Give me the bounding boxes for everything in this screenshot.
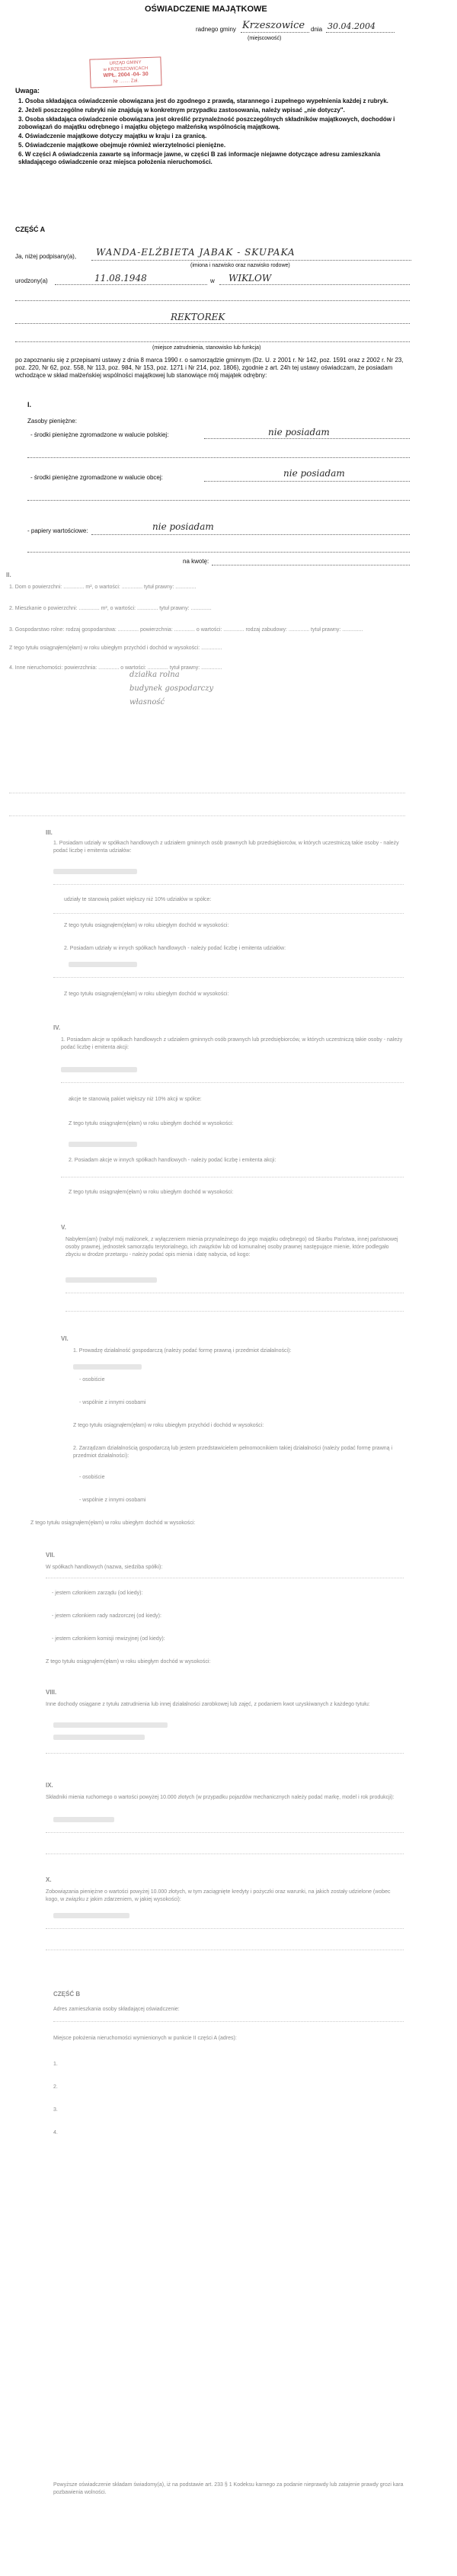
section-iv-text-3: Z tego tytułu osiągnąłem(ęłam) w roku ubiegłym dochód w wysokości: xyxy=(69,1121,234,1126)
section-iv-text-2: akcje te stanowią pakiet większy niż 10% akcji w spółce: xyxy=(69,1097,202,1102)
section-ix-text-1: Składniki mienia ruchomego o wartości powyżej 10.000 złotych (w przypadku pojazdów mechanicznych należy podać markę, model i rok produkcji): xyxy=(46,1795,395,1800)
uwaga-item-1: 1. Osoba składająca oświadczenie obowiązana jest do zgodnego z prawdą, starannego i zupełnego wypełnienia każdej z rubryk. xyxy=(18,98,388,104)
section-viii-line-1 xyxy=(46,1753,404,1754)
section-vi-text-6: - osobiście xyxy=(79,1475,105,1480)
uwaga-item-4: 4. Oświadczenie majątkowe dotyczy majątku w kraju i za granicą. xyxy=(18,133,207,139)
obca-handwritten: nie posiadam xyxy=(283,468,345,479)
kwota-label: na kwotę: xyxy=(183,558,209,565)
papiery-label: - papiery wartościowe: xyxy=(27,527,88,534)
stamp-line-1: URZĄD GMINY xyxy=(109,60,142,66)
position-line xyxy=(15,323,410,324)
section-vii-text-2: - jestem członkiem zarządu (od kiedy): xyxy=(52,1591,143,1596)
name-handwritten: WANDA-ELŻBIETA JABAK - SKUPAKA xyxy=(96,247,296,258)
pln-line-2 xyxy=(27,457,410,458)
section-v-num: V. xyxy=(61,1224,66,1231)
section-ii-hw-3: własność xyxy=(129,698,165,706)
section-ii-item-2: 2. Mieszkanie o powierzchni: .............. m², o wartości: .............. tytuł prawny: .............. xyxy=(9,606,212,611)
name-line xyxy=(91,260,411,261)
gmina-handwritten: Krzeszowice xyxy=(242,20,305,31)
uwaga-list xyxy=(18,98,399,166)
section-ix-smudge-1 xyxy=(53,1817,114,1822)
section-iv-num: IV. xyxy=(53,1024,61,1031)
section-x-num: X. xyxy=(46,1876,52,1883)
section-ii-item-3: 3. Gospodarstwo rolne: rodzaj gospodarstwa: .............. powierzchnia: .............. o wartości: .............. rodzaj zabudowy: .............. tytuł prawny: .............. xyxy=(9,627,363,633)
w-label: w xyxy=(210,277,215,284)
date-handwritten: 30.04.2004 xyxy=(328,21,376,31)
section-iii-line-1 xyxy=(53,884,404,885)
section-ii-line-b xyxy=(9,815,405,816)
zasoby-label: Zasoby pieniężne: xyxy=(27,418,77,425)
stamp-line-4: Nr ........ Zał. xyxy=(113,78,139,85)
section-vii-text-3: - jestem członkiem rady nadzorczej (od kiedy): xyxy=(52,1613,161,1619)
czesc-b-item-1: 1. xyxy=(53,2062,58,2067)
birth-line xyxy=(55,284,207,285)
section-ii-num: II. xyxy=(6,572,11,578)
czesc-b-footer: Powyższe oświadczenie składam świadomy(a), iż na podstawie art. 233 § 1 Kodeksu karnego za podanie nieprawdy lub zatajenie prawdy grozi kara pozbawienia wolności. xyxy=(53,2482,404,2495)
obca-line xyxy=(204,481,410,482)
czesc-a-title: CZĘŚĆ A xyxy=(15,226,46,233)
section-vii-text-5: Z tego tytułu osiągnąłem(ęłam) w roku ubiegłym dochód w wysokości: xyxy=(46,1659,211,1664)
birthplace-line xyxy=(219,284,410,285)
section-ii-item-5: 4. Inne nieruchomości: powierzchnia: .............. o wartości: .............. tytuł prawny: .............. xyxy=(9,665,222,671)
section-iii-text-5: Z tego tytułu osiągnąłem(ęłam) w roku ubiegłym dochód w wysokości: xyxy=(64,992,229,997)
section-vi-text-5: 2. Zarządzam działalnością gospodarczą lub jestem przedstawicielem pełnomocnikiem takiej działalności (należy podać formę prawną i przedmiot działalności): xyxy=(73,1446,393,1459)
section-ix-num: IX. xyxy=(46,1782,53,1789)
section-vi-num: VI. xyxy=(61,1335,69,1342)
date-line xyxy=(326,32,395,33)
section-iii-text-2: udziały te stanowią pakiet większy niż 10% udziałów w spółce: xyxy=(64,897,212,902)
papiery-line-2 xyxy=(27,552,410,553)
section-ii-list xyxy=(9,584,405,672)
ja-label: Ja, niżej podpisany(a), xyxy=(15,253,77,260)
section-ii-item-4: Z tego tytułu osiągnąłem(ęłam) w roku ubiegłym przychód i dochód w wysokości: .............. xyxy=(9,646,222,651)
uwaga-item-6: 6. W części A oświadczenia zawarte są informacje jawne, w części B zaś informacje niejawne dotyczące adresu zamieszkania składającego oświadczenie oraz miejsca położenia nieruchomości. xyxy=(18,151,381,165)
blank-line-2 xyxy=(15,341,410,342)
birthdate-handwritten: 11.08.1948 xyxy=(94,273,147,284)
uwaga-item-3: 3. Osoba składająca oświadczenie obowiązana jest określić przynależność poszczególnych składników majątkowych, dochodów i zobowiązań do majątku odrębnego i majątku objętego małżeńską wspólnością majątkową. xyxy=(18,116,395,130)
section-vi-text-3: - wspólnie z innymi osobami xyxy=(79,1400,146,1405)
czesc-b-adres-line xyxy=(53,2021,404,2022)
czesc-b-item-3: 3. xyxy=(53,2107,58,2113)
section-vi-smudge-1 xyxy=(73,1364,142,1370)
stamp-line-2: w KRZESZOWICACH xyxy=(103,66,149,73)
papiery-handwritten: nie posiadam xyxy=(152,521,214,532)
czesc-b-miejsce: Miejsce położenia nieruchomości wymienionych w punkcie II części A (adres): xyxy=(53,2036,237,2041)
section-vi-text-8: Z tego tytułu osiągnąłem(ęłam) w roku ubiegłym dochód w wysokości: xyxy=(30,1520,196,1526)
section-x-smudge-1 xyxy=(53,1913,129,1918)
uwaga-item-5: 5. Oświadczenie majątkowe obejmuje również wierzytelności pieniężne. xyxy=(18,142,226,149)
section-vi-text-1: 1. Prowadzę działalność gospodarczą (należy podać formę prawną i przedmiot działalności): xyxy=(73,1348,292,1354)
section-vi-text-4: Z tego tytułu osiągnąłem(ęłam) w roku ubiegłym przychód i dochód w wysokości: xyxy=(73,1423,264,1428)
section-iii-text-3: Z tego tytułu osiągnąłem(ęłam) w roku ubiegłym dochód w wysokości: xyxy=(64,923,229,928)
section-viii-num: VIII. xyxy=(46,1689,57,1696)
stamp-line-3: WPŁ. 2004 -04- 30 xyxy=(103,71,149,79)
office-stamp xyxy=(89,56,161,88)
section-v-smudge-1 xyxy=(66,1277,157,1283)
section-iv-smudge-1 xyxy=(61,1067,137,1072)
section-ii-hw-2: budynek gospodarczy xyxy=(129,684,214,693)
section-ii-hw-1: działka rolna xyxy=(129,671,180,679)
position-handwritten: REKTOREK xyxy=(171,312,225,322)
section-iii-line-2 xyxy=(53,913,404,914)
section-vi-text-2: - osobiście xyxy=(79,1377,105,1383)
section-iii-line-3 xyxy=(53,977,404,978)
section-viii-smudge-2 xyxy=(53,1735,145,1740)
section-iii-smudge-1 xyxy=(53,869,137,874)
czesc-b-item-2: 2. xyxy=(53,2084,58,2090)
pln-line xyxy=(204,438,410,439)
section-vi-text-7: - wspólnie z innymi osobami xyxy=(79,1498,146,1503)
document-title: OŚWIADCZENIE MAJĄTKOWE xyxy=(145,5,267,14)
obca-line-2 xyxy=(27,500,410,501)
section-vii-text-1: W spółkach handlowych (nazwa, siedziba spółki): xyxy=(46,1565,163,1570)
radnego-label: radnego gminy xyxy=(196,26,236,33)
section-vii-num: VII. xyxy=(46,1552,56,1559)
czesc-b-title: CZĘŚĆ B xyxy=(53,1991,81,1998)
section-iii-smudge-2 xyxy=(69,962,137,967)
section-iii-text-4: 2. Posiadam udziały w innych spółkach handlowych - należy podać liczbę i emitenta udziałów: xyxy=(64,946,286,951)
birthplace-handwritten: WIKLOW xyxy=(228,273,272,284)
section-iii-num: III. xyxy=(46,829,53,836)
section-x-text-1: Zobowiązania pieniężne o wartości powyżej 10.000 złotych, w tym zaciągnięte kredyty i pożyczki oraz warunki, na jakich zostały udzielone (wobec kogo, w związku z jakim zdarzeniem, w jakiej wysokości): xyxy=(46,1889,391,1902)
miejscowosc-caption: (miejscowość) xyxy=(248,36,282,41)
blank-line-1 xyxy=(15,300,410,301)
obca-label: - środki pieniężne zgromadzone w walucie obcej: xyxy=(30,474,163,481)
section-iv-smudge-2 xyxy=(69,1142,137,1147)
pln-label: - środki pieniężne zgromadzone w walucie polskiej: xyxy=(30,431,169,438)
section-ix-line-1 xyxy=(46,1832,404,1833)
section-iv-text-4: 2. Posiadam akcje w innych spółkach handlowych - należy podać liczbę i emitenta akcji: xyxy=(69,1158,276,1163)
name-caption: (imiona i nazwisko oraz nazwisko rodowe) xyxy=(190,263,290,268)
czesc-b-adres: Adres zamieszkania osoby składającej oświadczenie: xyxy=(53,2007,180,2012)
czesc-b-item-4: 4. xyxy=(53,2130,58,2135)
section-i-num: I. xyxy=(27,401,32,409)
kwota-line xyxy=(212,565,410,566)
section-iv-text-5: Z tego tytułu osiągnąłem(ęłam) w roku ubiegłym dochód w wysokości: xyxy=(69,1190,234,1195)
section-iv-text-1: 1. Posiadam akcje w spółkach handlowych z udziałem gminnych osób prawnych lub przedsiębiorców, w których uczestniczą takie osoby - należy podać liczbę i emitenta akcji: xyxy=(61,1037,403,1050)
uwaga-item-2: 2. Jeżeli poszczególne rubryki nie znajdują w konkretnym przypadku zastosowania, należy wpisać „nie dotyczy". xyxy=(18,107,345,114)
law-text: po zapoznaniu się z przepisami ustawy z dnia 8 marca 1990 r. o samorządzie gminnym (Dz. U. z 2001 r. Nr 142, poz. 1591 oraz z 2002 r. Nr 23, poz. 220, Nr 62, poz. 558, Nr 113, poz. 984, Nr 153, poz. 1271 i Nr 214, poz. 1806), zgodnie z art. 24h tej ustawy oświadczam, że posiadam wchodzące w skład małżeńskiej wspólności majątkowej lub stanowiące mój majątek odrębny: xyxy=(15,357,404,379)
section-viii-text-1: Inne dochody osiągane z tytułu zatrudnienia lub innej działalności zarobkowej lub zajęć, z podaniem kwot uzyskiwanych z każdego tytułu: xyxy=(46,1702,370,1707)
position-caption: (miejsce zatrudnienia, stanowisko lub funkcja) xyxy=(152,345,261,351)
uwaga-title: Uwaga: xyxy=(15,87,40,95)
dnia-label: dnia xyxy=(311,26,323,33)
papiery-line xyxy=(91,534,410,535)
pln-handwritten: nie posiadam xyxy=(268,427,330,437)
gmina-line xyxy=(241,32,309,33)
section-x-line-1 xyxy=(46,1928,404,1929)
section-iii-text-1: 1. Posiadam udziały w spółkach handlowych z udziałem gminnych osób prawnych lub przedsiębiorców, w których uczestniczą takie osoby - należy podać liczbę i emitenta udziałów: xyxy=(53,841,399,854)
section-vii-text-4: - jestem członkiem komisji rewizyjnej (od kiedy): xyxy=(52,1636,165,1642)
section-ii-item-1: 1. Dom o powierzchni: .............. m², o wartości: .............. tytuł prawny: .............. xyxy=(9,585,197,590)
section-v-text-1: Nabyłem(am) (nabył mój małżonek, z wyłączeniem mienia przynależnego do jego majątku odrębnego) od Skarbu Państwa, innej państwowej osoby prawnej, jednostek samorządu terytorialnego, ich związków lub od komunalnej osoby prawnej następujące mienie, które podlegało zbyciu w drodze przetargu - należy podać opis mienia i datę nabycia, od kogo: xyxy=(66,1237,398,1258)
urodzony-label: urodzony(a) xyxy=(15,277,48,284)
section-v-line-2 xyxy=(66,1311,404,1312)
section-viii-smudge-1 xyxy=(53,1722,168,1728)
section-iv-line-1 xyxy=(61,1082,404,1083)
